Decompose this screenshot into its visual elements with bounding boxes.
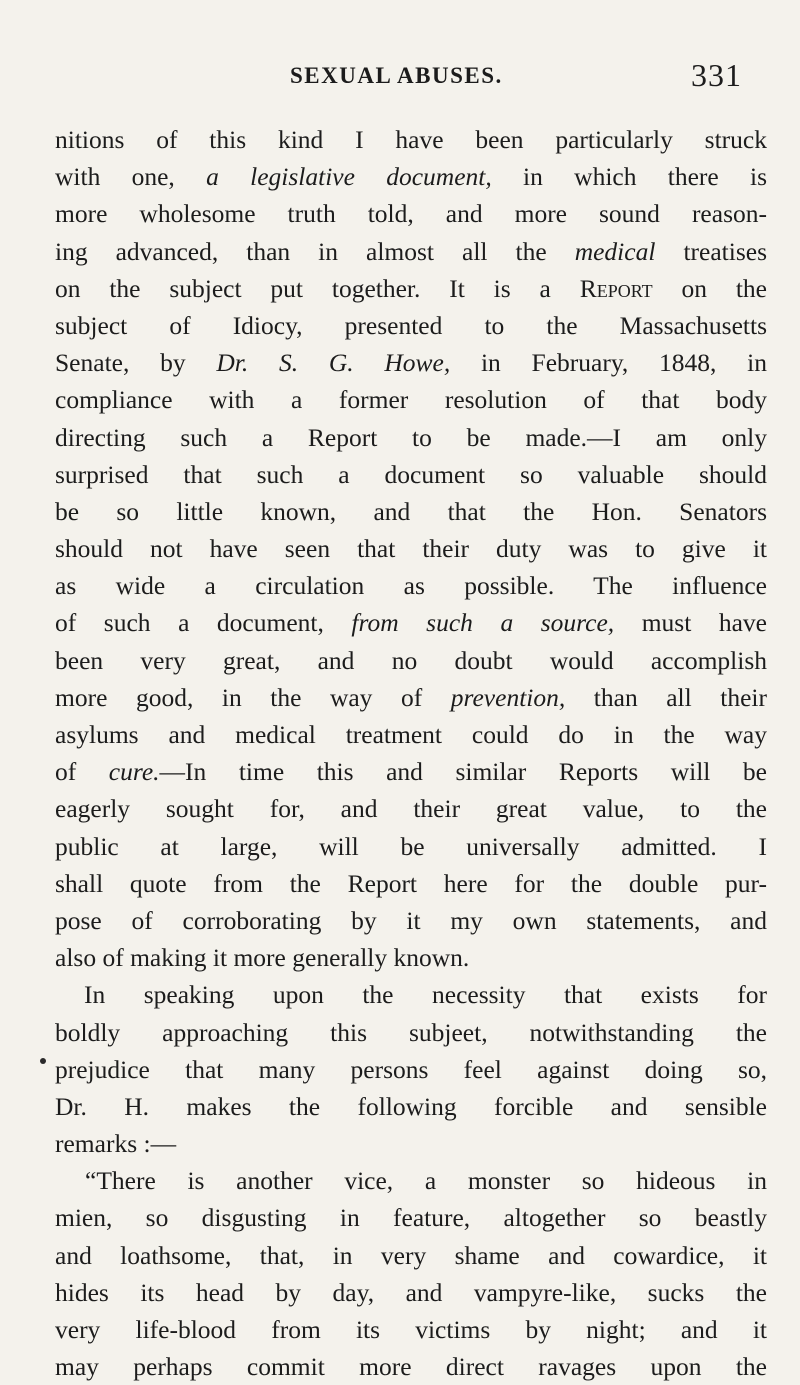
italic-phrase: Dr. S. G. Howe, [216, 348, 451, 378]
text-line: directing such a Report to be made.—I am only [55, 422, 767, 452]
page-number: 331 [691, 57, 742, 93]
text-line: mien, so disgusting in feature, altogether so beastly [55, 1203, 767, 1233]
text-line: on the subject put together. It is a Report on the [55, 273, 767, 303]
text-line: subject of Idiocy, presented to the Massachusetts [55, 310, 767, 340]
text-line: nitions of this kind I have been particularly struck [55, 125, 767, 154]
block-quotation [55, 1162, 767, 1385]
text-line: compliance with a former resolution of that body [55, 385, 767, 415]
text-line: been very great, and no doubt would accomplish [55, 645, 767, 675]
text-line: surprised that such a document so valuable should [55, 459, 767, 489]
text-line: shall quote from the Report here for the double pur- [55, 868, 767, 898]
text-line: prejudice that many persons feel against doing so, [55, 1054, 767, 1084]
text-line: of cure.—In time this and similar Reports will be [55, 757, 767, 787]
italic-phrase: prevention, [450, 682, 566, 712]
text-line: public at large, will be universally admitted. I [55, 831, 767, 861]
text-line: more wholesome truth told, and more sound reason- [55, 199, 767, 229]
text-line: “There is another vice, a monster so hideous in [85, 1166, 767, 1196]
text-line: also of making it more generally known. [55, 943, 470, 973]
italic-phrase: medical [574, 236, 656, 266]
text-line: asylums and medical treatment could do in the way [55, 720, 767, 749]
small-caps-word: Report [579, 273, 653, 303]
text-line: eagerly sought for, and their great value, to the [55, 794, 767, 824]
text-line: In speaking upon the necessity that exists for [84, 980, 767, 1010]
text-line: with one, a legislative document, in which there is [55, 162, 768, 192]
running-title: SEXUAL ABUSES. [290, 63, 503, 88]
italic-phrase: a legislative document, [206, 162, 492, 192]
paragraph [55, 121, 767, 976]
paragraph [55, 976, 767, 1162]
text-line: boldly approaching this subjeet, notwithstanding the [55, 1017, 767, 1047]
text-line: remarks :— [55, 1129, 177, 1159]
text-line: Dr. H. makes the following forcible and sensible [55, 1091, 767, 1121]
running-head [0, 57, 800, 97]
text-line: hides its head by day, and vampyre-like, sucks the [55, 1277, 767, 1307]
italic-phrase: cure. [108, 757, 160, 787]
text-line: more good, in the way of prevention, than all their [55, 682, 768, 712]
text-line: Senate, by Dr. S. G. Howe, in February, 1848, in [55, 348, 767, 378]
text-line: should not have seen that their duty was to give it [55, 534, 767, 564]
margin-ink-dot [40, 1058, 46, 1064]
text-line: of such a document, from such a source, must have [55, 608, 767, 638]
text-line: as wide a circulation as possible. The influence [55, 571, 767, 601]
text-line: ing advanced, than in almost all the medical treatises [55, 236, 767, 266]
text-line: pose of corroborating by it my own statements, and [55, 905, 767, 935]
body-text [55, 121, 767, 1385]
italic-phrase: from such a source, [351, 608, 615, 638]
text-line: be so little known, and that the Hon. Senators [55, 496, 767, 526]
text-line: and loathsome, that, in very shame and cowardice, it [55, 1240, 767, 1270]
text-line: very life-blood from its victims by night; and it [55, 1315, 767, 1344]
text-line: may perhaps commit more direct ravages upon the [55, 1352, 767, 1382]
